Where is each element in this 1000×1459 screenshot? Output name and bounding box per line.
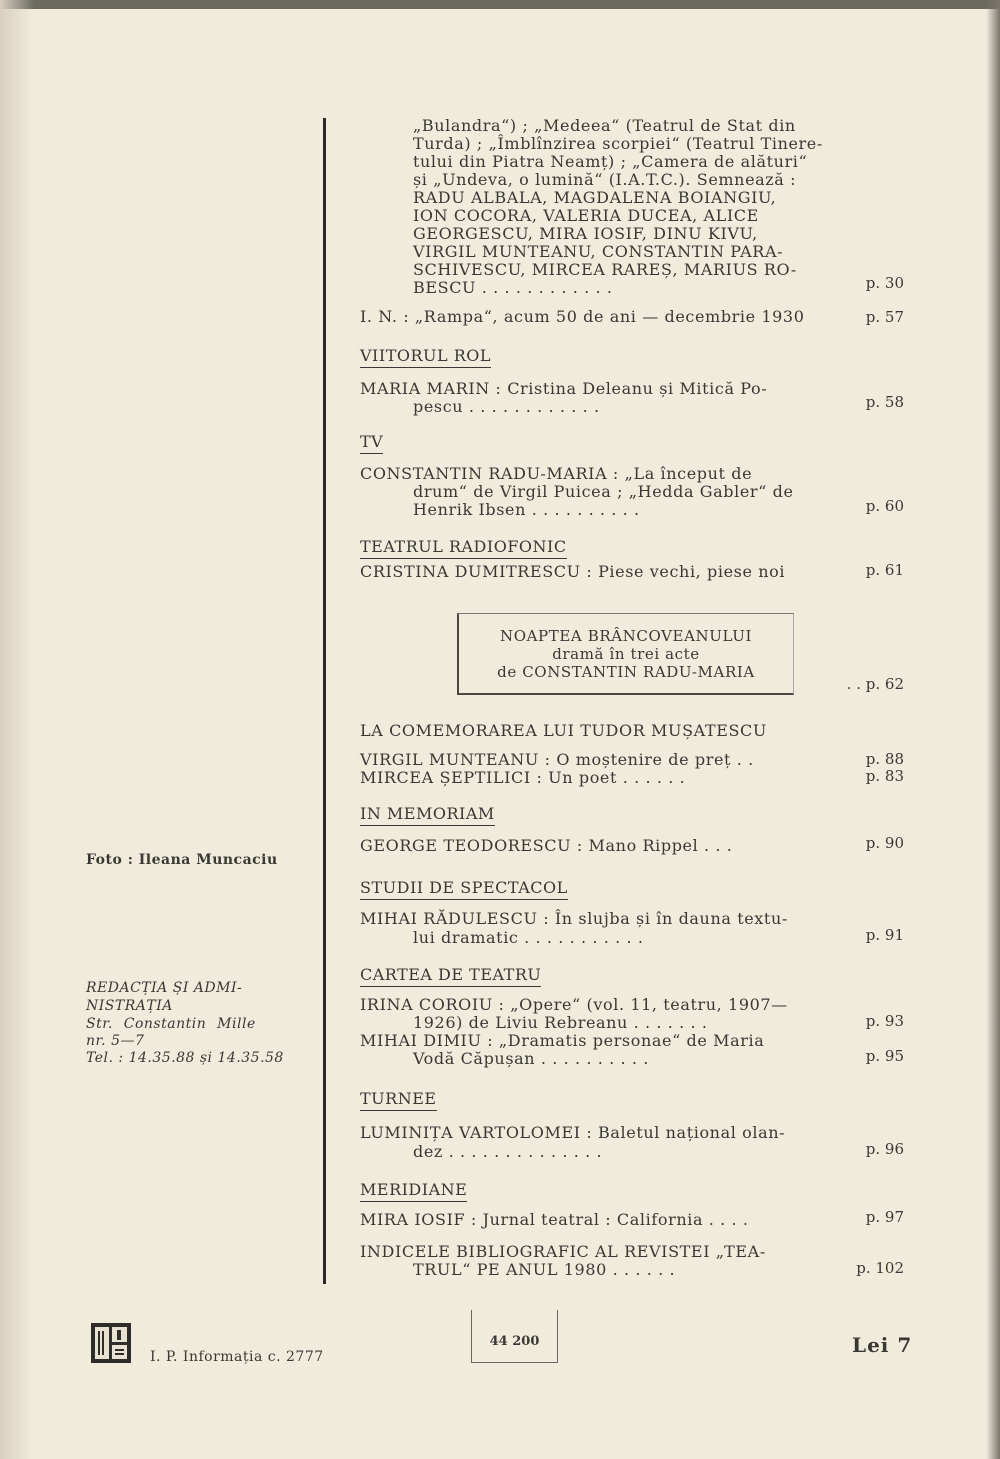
- page-number: p. 30: [865, 274, 904, 292]
- address-line: NISTRAȚIA: [86, 998, 173, 1014]
- price-label: Lei 7: [852, 1333, 913, 1357]
- page-number: p. 83: [865, 767, 904, 785]
- toc-line: dez . . . . . . . . . . . . . .: [413, 1142, 603, 1161]
- section-heading-studii: STUDII DE SPECTACOL: [360, 879, 568, 900]
- toc-line: RADU ALBALA, MAGDALENA BOIANGIU,: [413, 188, 777, 207]
- page-number: p. 90: [865, 834, 904, 852]
- toc-entry-rampa: I. N. : „Rampa“, acum 50 de ani — decembrie 1930: [360, 307, 805, 326]
- page-number: . . p. 62: [846, 675, 904, 693]
- toc-line: TRUL“ PE ANUL 1980 . . . . . .: [413, 1260, 676, 1279]
- page-number: p. 58: [865, 393, 904, 411]
- featured-play-box: [457, 613, 794, 695]
- toc-line: MIHAI DIMIU : „Dramatis personae“ de Maria: [360, 1031, 765, 1050]
- toc-line: MARIA MARIN : Cristina Deleanu și Mitică Po-: [360, 379, 768, 398]
- address-line: Tel. : 14.35.88 și 14.35.58: [86, 1050, 284, 1066]
- page-number: p. 102: [856, 1259, 904, 1277]
- section-heading-cartea: CARTEA DE TEATRU: [360, 966, 541, 987]
- left-edge-shade: [0, 0, 34, 1459]
- page-number: p. 60: [865, 497, 904, 515]
- toc-line: GEORGESCU, MIRA IOSIF, DINU KIVU,: [413, 224, 758, 243]
- toc-line: BESCU . . . . . . . . . . . .: [413, 278, 613, 297]
- toc-line: CONSTANTIN RADU-MARIA : „La început de: [360, 464, 753, 483]
- page-number: p. 97: [865, 1208, 904, 1226]
- section-heading-tv: TV: [360, 433, 383, 454]
- toc-line: VIRGIL MUNTEANU : O moștenire de preț . .: [360, 750, 754, 769]
- photo-credit: Foto : Ileana Muncaciu: [86, 852, 278, 868]
- featured-play-author: de CONSTANTIN RADU-MARIA: [497, 663, 755, 681]
- section-heading-viitorul-rol: VIITORUL ROL: [360, 347, 491, 368]
- toc-line: IRINA COROIU : „Opere“ (vol. 11, teatru, 1907—: [360, 995, 788, 1014]
- address-line: REDACȚIA ȘI ADMI-: [86, 980, 243, 996]
- section-heading-teatrul-radiofonic: TEATRUL RADIOFONIC: [360, 538, 567, 559]
- section-heading-meridiane: MERIDIANE: [360, 1181, 467, 1202]
- toc-line: Vodă Căpușan . . . . . . . . . .: [413, 1049, 649, 1068]
- page-number: p. 91: [865, 926, 904, 944]
- page-number: p. 88: [865, 750, 904, 768]
- page-number: p. 96: [865, 1140, 904, 1158]
- section-heading-comemorare: LA COMEMORAREA LUI TUDOR MUȘATESCU: [360, 721, 767, 740]
- issue-code-box: [471, 1310, 558, 1363]
- page-number: p. 93: [865, 1012, 904, 1030]
- right-edge-shade: [986, 0, 1000, 1459]
- toc-line: GEORGE TEODORESCU : Mano Rippel . . .: [360, 836, 733, 855]
- toc-line: SCHIVESCU, MIRCEA RAREȘ, MARIUS RO-: [413, 260, 797, 279]
- publisher-logo-icon: [90, 1322, 132, 1364]
- section-heading-in-memoriam: IN MEMORIAM: [360, 805, 495, 826]
- featured-play-subtitle: dramă în trei acte: [552, 645, 700, 663]
- toc-line: MIRCEA ȘEPTILICI : Un poet . . . . . .: [360, 768, 686, 787]
- toc-line: LUMINIȚA VARTOLOMEI : Baletul național olan-: [360, 1123, 786, 1142]
- toc-line: ION COCORA, VALERIA DUCEA, ALICE: [413, 206, 759, 225]
- page-number: p. 95: [865, 1047, 904, 1065]
- toc-line: tului din Piatra Neamț) ; „Camera de alături“: [413, 152, 808, 171]
- toc-line: 1926) de Liviu Rebreanu . . . . . . .: [413, 1013, 708, 1032]
- vertical-divider: [323, 118, 326, 1284]
- featured-play-title: NOAPTEA BRÂNCOVEANULUI: [500, 627, 752, 645]
- toc-line: CRISTINA DUMITRESCU : Piese vechi, piese noi: [360, 562, 786, 581]
- page-number: p. 57: [865, 308, 904, 326]
- toc-line: drum“ de Virgil Puicea ; „Hedda Gabler“ de: [413, 482, 794, 501]
- page-number: p. 61: [865, 561, 904, 579]
- section-heading-turnee: TURNEE: [360, 1090, 437, 1111]
- toc-line: VIRGIL MUNTEANU, CONSTANTIN PARA-: [413, 242, 784, 261]
- address-line: nr. 5—7: [86, 1033, 145, 1049]
- toc-line: „Bulandra“) ; „Medeea“ (Teatrul de Stat din: [413, 116, 796, 135]
- toc-line: Henrik Ibsen . . . . . . . . . .: [413, 500, 640, 519]
- printer-imprint: I. P. Informația c. 2777: [150, 1349, 324, 1365]
- toc-line: lui dramatic . . . . . . . . . . .: [413, 928, 644, 947]
- toc-line: și „Undeva, o lumină“ (I.A.T.C.). Semnează :: [413, 170, 797, 189]
- issue-code: 44 200: [489, 1334, 540, 1349]
- address-line: Str. Constantin Mille: [86, 1016, 256, 1032]
- toc-line: pescu . . . . . . . . . . . .: [413, 397, 600, 416]
- toc-line: MIRA IOSIF : Jurnal teatral : California . . . .: [360, 1210, 749, 1229]
- toc-line: INDICELE BIBLIOGRAFIC AL REVISTEI „TEA-: [360, 1242, 766, 1261]
- toc-line: Turda) ; „Îmblînzirea scorpiei“ (Teatrul Tinere-: [413, 134, 823, 153]
- toc-line: MIHAI RĂDULESCU : În slujba și în dauna textu-: [360, 909, 788, 928]
